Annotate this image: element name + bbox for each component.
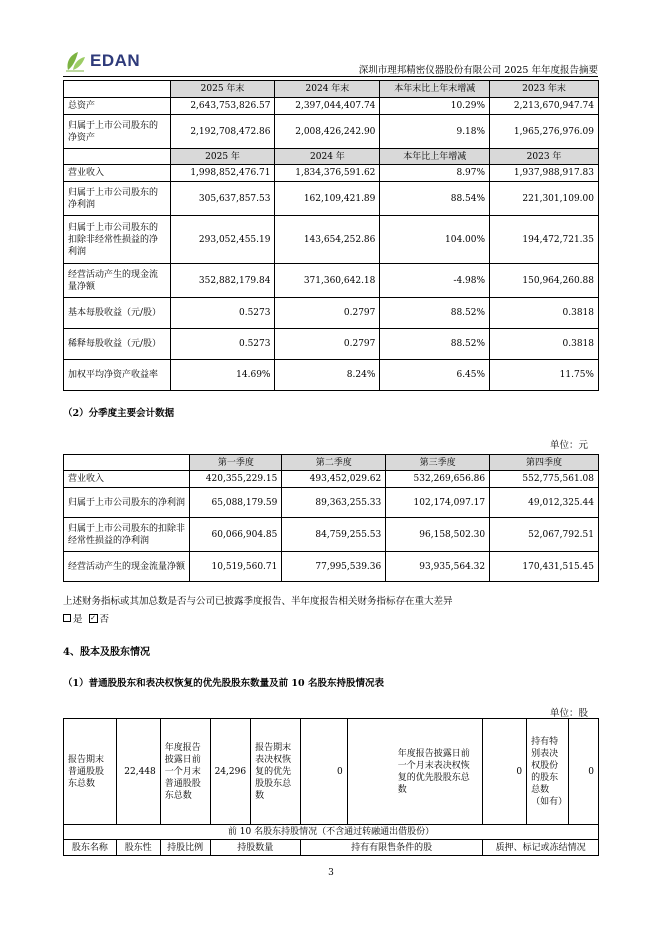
cell-value: 102,174,097.17 bbox=[386, 488, 490, 518]
column-header: 本年比上年增减 bbox=[380, 149, 490, 165]
table-row bbox=[64, 298, 599, 329]
unchecked-box-icon bbox=[63, 614, 71, 622]
cell-value: 10,519,560.71 bbox=[190, 552, 282, 582]
special-voting-label: 持有特别表决权股份的股东总数（如有） bbox=[527, 719, 569, 825]
prior-month-shareholders-label: 年度报告披露日前一个月末普通股股东总数 bbox=[160, 719, 210, 825]
table-row bbox=[64, 471, 599, 488]
column-header: 本年末比上年末增减 bbox=[380, 81, 490, 98]
logo-text: EDAN bbox=[90, 51, 141, 70]
row-label: 稀释每股收益（元/股） bbox=[64, 329, 171, 360]
shareholders-table bbox=[63, 718, 599, 856]
cell-value: 0.3818 bbox=[490, 329, 599, 360]
no-label: 否 bbox=[99, 614, 110, 625]
cell-value: 2,397,044,407.74 bbox=[275, 98, 380, 115]
total-shareholders-value: 22,448 bbox=[116, 719, 160, 825]
page-number: 3 bbox=[328, 868, 334, 878]
cell-value: 532,269,656.86 bbox=[386, 471, 490, 488]
prior-month-preferred-label: 年度报告披露日前一个月末表决权恢复的优先股股东总数 bbox=[347, 719, 483, 825]
cell-value: 10.29% bbox=[380, 98, 490, 115]
table-row bbox=[64, 552, 599, 582]
top10-span-title: 前 10 名股东持股情况（不含通过转融通出借股份） bbox=[64, 825, 599, 840]
cell-value: 2,192,708,472.86 bbox=[170, 115, 275, 149]
cell-value: 2,213,670,947.74 bbox=[490, 98, 599, 115]
cell-value: 0.2797 bbox=[275, 298, 380, 329]
column-header: 第三季度 bbox=[386, 455, 490, 471]
cell-value: 552,775,561.08 bbox=[490, 471, 599, 488]
cell-value: 89,363,255.33 bbox=[282, 488, 386, 518]
discrepancy-note: 上述财务指标或其加总数是否与公司已披露季度报告、半年度报告相关财务指标存在重大差异 bbox=[63, 596, 453, 607]
preferred-shareholders-label: 报告期末表决权恢复的优先股股东总数 bbox=[251, 719, 301, 825]
quarterly-section-title: （2）分季度主要会计数据 bbox=[63, 408, 175, 419]
cell-value: 1,965,276,976.09 bbox=[490, 115, 599, 149]
cell-value: 77,995,539.36 bbox=[282, 552, 386, 582]
column-header: 第四季度 bbox=[490, 455, 599, 471]
cell-value: 2,008,426,242.90 bbox=[275, 115, 380, 149]
column-header: 第一季度 bbox=[190, 455, 282, 471]
table-header-row bbox=[64, 81, 599, 98]
row-label: 总资产 bbox=[64, 98, 171, 115]
yes-label: 是 bbox=[73, 614, 83, 625]
cell-value: 420,355,229.15 bbox=[190, 471, 282, 488]
company-logo bbox=[64, 50, 140, 72]
cell-value: 11.75% bbox=[490, 360, 599, 391]
cell-value: 1,937,988,917.83 bbox=[490, 165, 599, 182]
cell-value: 305,637,857.53 bbox=[170, 182, 275, 216]
cell-value: 6.45% bbox=[380, 360, 490, 391]
table-row bbox=[64, 264, 599, 298]
cell-value: 65,088,179.59 bbox=[190, 488, 282, 518]
cell-value: 0.2797 bbox=[275, 329, 380, 360]
leaf-logo-icon bbox=[64, 50, 86, 72]
cell-value: -4.98% bbox=[380, 264, 490, 298]
table-row bbox=[64, 165, 599, 182]
cell-value: 293,052,455.19 bbox=[170, 216, 275, 264]
column-header: 持股比例 bbox=[160, 840, 210, 856]
cell-value: 352,882,179.84 bbox=[170, 264, 275, 298]
cell-value: 84,759,255.53 bbox=[282, 518, 386, 552]
column-header: 2024 年 bbox=[275, 149, 380, 165]
cell-value: 49,012,325.44 bbox=[490, 488, 599, 518]
table-row bbox=[64, 488, 599, 518]
cell-value: 8.24% bbox=[275, 360, 380, 391]
header-blank-cell bbox=[64, 455, 190, 471]
row-label: 加权平均净资产收益率 bbox=[64, 360, 171, 391]
header-divider bbox=[63, 76, 598, 77]
row-label: 营业收入 bbox=[64, 471, 190, 488]
cell-value: 1,834,376,591.62 bbox=[275, 165, 380, 182]
cell-value: 221,301,109.00 bbox=[490, 182, 599, 216]
row-label: 经营活动产生的现金流量净额 bbox=[64, 552, 190, 582]
quarterly-data-table bbox=[63, 454, 599, 582]
cell-value: 88.52% bbox=[380, 298, 490, 329]
column-header: 股东性 bbox=[116, 840, 160, 856]
row-label: 基本每股收益（元/股） bbox=[64, 298, 171, 329]
row-label: 归属于上市公司股东的扣除非经常性损益的净利润 bbox=[64, 518, 190, 552]
cell-value: 0.5273 bbox=[170, 329, 275, 360]
unit-label-shares: 单位：股 bbox=[549, 708, 588, 719]
cell-value: 88.52% bbox=[380, 329, 490, 360]
shareholders-section-title: 4、股本及股东情况 bbox=[63, 647, 150, 658]
column-header: 2025 年 bbox=[170, 149, 275, 165]
table-row bbox=[64, 518, 599, 552]
cell-value: 194,472,721.35 bbox=[490, 216, 599, 264]
row-label: 归属于上市公司股东的净利润 bbox=[64, 488, 190, 518]
special-voting-value: 0 bbox=[569, 719, 599, 825]
unit-label-yuan: 单位：元 bbox=[549, 440, 588, 451]
column-header: 持股数量 bbox=[210, 840, 300, 856]
cell-value: 96,158,502.30 bbox=[386, 518, 490, 552]
table-row bbox=[64, 182, 599, 216]
yes-no-check bbox=[63, 611, 109, 625]
column-header: 持有有限售条件的股 bbox=[300, 840, 482, 856]
row-label: 经营活动产生的现金流量净额 bbox=[64, 264, 171, 298]
cell-value: 143,654,252.86 bbox=[275, 216, 380, 264]
table-row bbox=[64, 329, 599, 360]
header-blank-cell bbox=[64, 149, 171, 165]
cell-value: 493,452,029.62 bbox=[282, 471, 386, 488]
table-row bbox=[64, 216, 599, 264]
prior-month-shareholders-value: 24,296 bbox=[210, 719, 251, 825]
column-header: 2023 年 bbox=[490, 149, 599, 165]
checked-box-icon: ✓ bbox=[90, 613, 96, 622]
total-shareholders-label: 报告期末普通股股东总数 bbox=[64, 719, 117, 825]
row-label: 归属于上市公司股东的净利润 bbox=[64, 182, 171, 216]
column-header: 第二季度 bbox=[282, 455, 386, 471]
column-header: 2025 年末 bbox=[170, 81, 275, 98]
header-blank-cell bbox=[64, 81, 171, 98]
cell-value: 93,935,564.32 bbox=[386, 552, 490, 582]
cell-value: 1,998,852,476.71 bbox=[170, 165, 275, 182]
cell-value: 162,109,421.89 bbox=[275, 182, 380, 216]
row-label: 归属于上市公司股东的净资产 bbox=[64, 115, 171, 149]
column-header: 2024 年末 bbox=[275, 81, 380, 98]
cell-value: 170,431,515.45 bbox=[490, 552, 599, 582]
cell-value: 104.00% bbox=[380, 216, 490, 264]
column-header: 质押、标记或冻结情况 bbox=[483, 840, 599, 856]
cell-value: 9.18% bbox=[380, 115, 490, 149]
table-row bbox=[64, 98, 599, 115]
row-label: 归属于上市公司股东的扣除非经常性损益的净利润 bbox=[64, 216, 171, 264]
cell-value: 14.69% bbox=[170, 360, 275, 391]
column-header: 股东名称 bbox=[64, 840, 117, 856]
table-header-row bbox=[64, 149, 599, 165]
cell-value: 88.54% bbox=[380, 182, 490, 216]
cell-value: 0.5273 bbox=[170, 298, 275, 329]
cell-value: 371,360,642.18 bbox=[275, 264, 380, 298]
cell-value: 2,643,753,826.57 bbox=[170, 98, 275, 115]
cell-value: 52,067,792.51 bbox=[490, 518, 599, 552]
cell-value: 0.3818 bbox=[490, 298, 599, 329]
row-label: 营业收入 bbox=[64, 165, 171, 182]
table-row bbox=[64, 115, 599, 149]
shareholders-subtitle: （1）普通股股东和表决权恢复的优先股股东数量及前 10 名股东持股情况表 bbox=[63, 678, 384, 689]
cell-value: 8.97% bbox=[380, 165, 490, 182]
table-header-row bbox=[64, 455, 599, 471]
cell-value: 60,066,904.85 bbox=[190, 518, 282, 552]
prior-month-preferred-value: 0 bbox=[483, 719, 527, 825]
table-row bbox=[64, 360, 599, 391]
preferred-shareholders-value: 0 bbox=[300, 719, 347, 825]
cell-value: 150,964,260.88 bbox=[490, 264, 599, 298]
report-header-title: 深圳市理邦精密仪器股份有限公司 2025 年年度报告摘要 bbox=[358, 65, 598, 76]
annual-financial-table bbox=[63, 80, 599, 391]
column-header: 2023 年末 bbox=[490, 81, 599, 98]
